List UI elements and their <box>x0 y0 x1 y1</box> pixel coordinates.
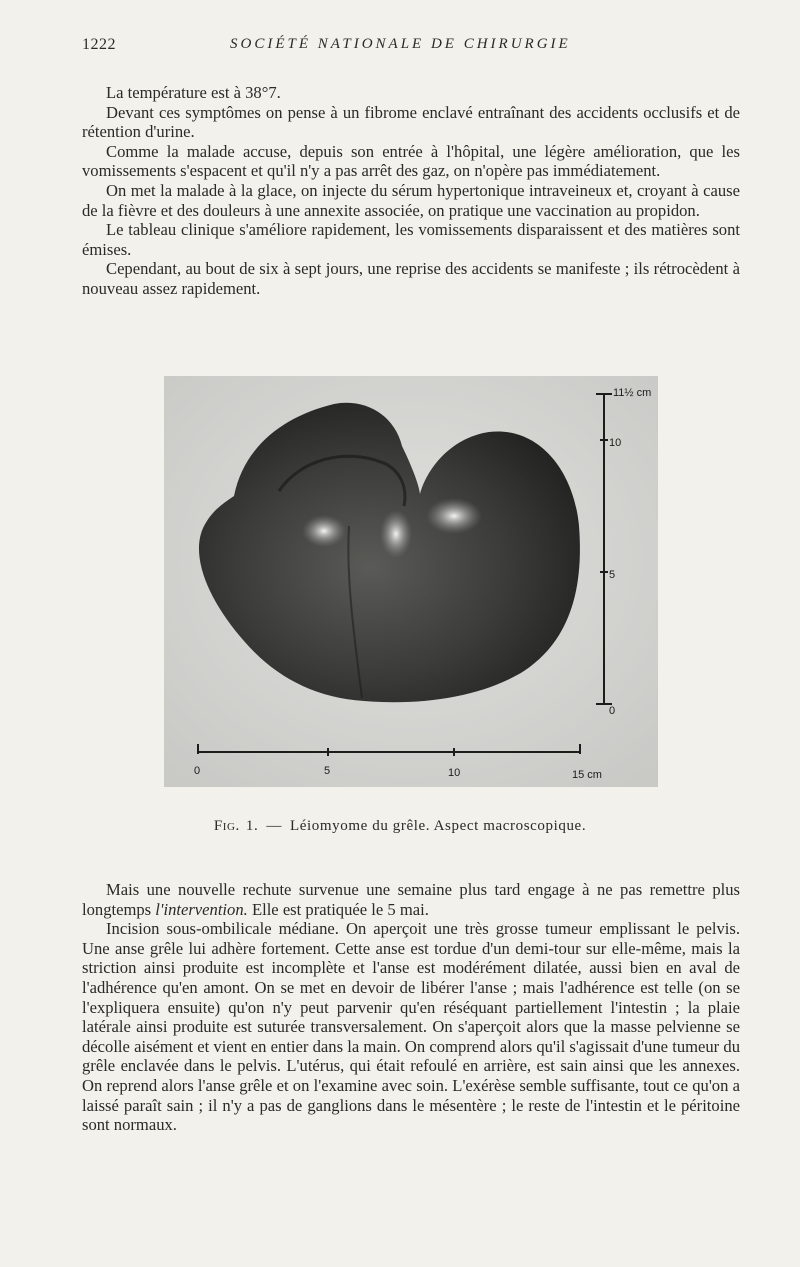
tumor-highlight <box>302 515 346 547</box>
paragraph: Comme la malade accuse, depuis son entrée à l'hôpital, une légère amélioration, que les vomissements s'espacent et qu'il n'y a pas arrêt des gaz, on n'opère pas immédiatement. <box>82 141 740 181</box>
caption-text: Léiomyome du grêle. Aspect macroscopique. <box>289 818 587 834</box>
tumor-highlight <box>380 510 412 558</box>
v-scale-label-top: 11½ cm <box>613 387 652 399</box>
paragraph: Incision sous-ombilicale médiane. On aperçoit une très grosse tumeur emplissant le pelvis. Une anse grêle lui adhère fortement. Cette anse est tordue d'un demi-tour sur elle-même, mais la striction ainsi produite est incomplète et l'anse est modérément dilatée, aussi bien en aval de l'adhérence qu'en amont. On se met en devoir de libérer l'anse ; mais l'adhérence est telle (on se l'expliquera ensuite) qu'on n'y peut parvenir qu'en réséquant partiellement l'intestin ; la plaie latérale ainsi produite est suturée transversalement. On s'aperçoit alors que la masse pelvienne se décolle aisément et vient en entier dans la main. On comprend alors qu'il s'agissait d'une tumeur du grêle enclavée dans le pelvis. L'utérus, qui était refoulé en arrière, est sain ainsi que les annexes. On reprend alors l'anse grêle et on l'examine avec soin. L'exérèse semble suffisante, tout ce qu'on a laissé paraît sain ; il n'y a pas de ganglions dans le mésentère ; le reste de l'intestin et le péritoine sont normaux. <box>82 919 740 1135</box>
page-number: 1222 <box>82 36 116 53</box>
v-scale-label-0: 0 <box>609 705 616 717</box>
paragraph <box>82 880 740 919</box>
h-scale-label-mid1: 5 <box>324 765 331 777</box>
figure-label: Fig. <box>213 818 240 834</box>
v-scale-label-5: 5 <box>609 569 616 581</box>
italic-term: l'intervention. <box>155 899 248 919</box>
v-scale-label-10: 10 <box>609 437 622 449</box>
figure-caption <box>0 818 800 835</box>
paragraph: Le tableau clinique s'améliore rapidement, les vomissements disparaissent et des matières sont émises. <box>82 220 740 259</box>
tumor-highlight <box>426 498 482 534</box>
tumor-photograph <box>164 376 658 787</box>
body-text-top <box>82 83 740 299</box>
h-scale-label-mid2: 10 <box>448 767 461 779</box>
paragraph: La température est à 38°7. <box>106 83 281 102</box>
h-scale-label-start: 0 <box>194 765 201 777</box>
figure-number: 1. <box>245 818 259 834</box>
body-text-bottom <box>82 880 740 1135</box>
paragraph: Devant ces symptômes on pense à un fibrome enclavé entraînant des accidents occlusifs et de rétention d'urine. <box>82 102 740 142</box>
paragraph: On met la malade à la glace, on injecte du sérum hypertonique intraveineux et, croyant à cause de la fièvre et des douleurs à une annexite associée, on pratique une vaccination au propidon. <box>82 180 740 220</box>
paragraph: Cependant, au bout de six à sept jours, une reprise des accidents se manifeste ; ils rétrocèdent à nouveau assez rapidement. <box>82 259 740 298</box>
caption-dash: — <box>266 818 282 834</box>
paragraph-text: Mais une nouvelle rechute survenue une semaine plus tard engage à ne pas remettre plus longtemps <box>82 880 740 919</box>
paragraph-text: Elle est pratiquée le 5 mai. <box>247 899 429 919</box>
h-scale-label-end: 15 cm <box>572 769 602 781</box>
photograph-drawing <box>164 376 658 787</box>
running-title: SOCIÉTÉ NATIONALE DE CHIRURGIE <box>230 36 571 52</box>
